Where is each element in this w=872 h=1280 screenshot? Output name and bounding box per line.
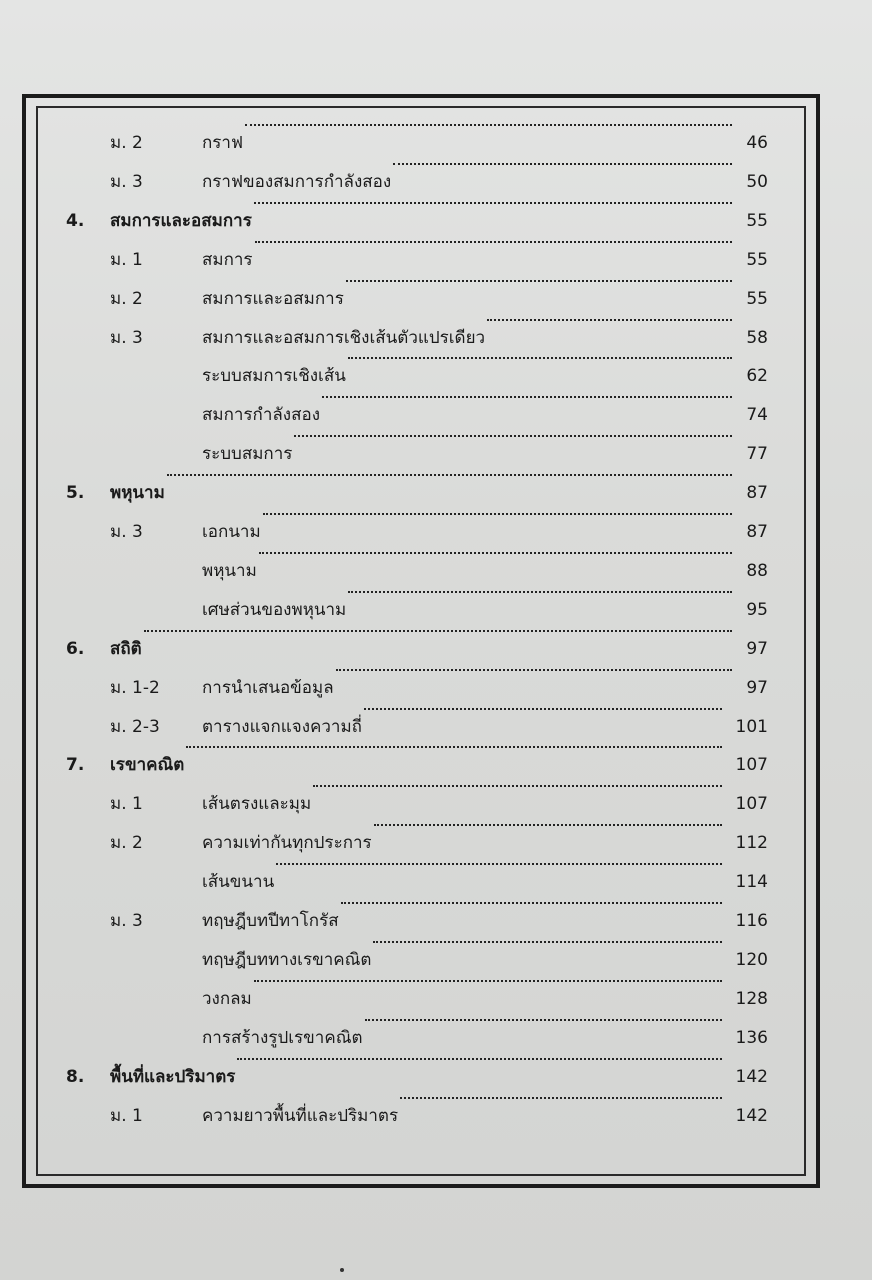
- grade-level: ม. 3: [110, 327, 143, 348]
- dot-leader: [276, 863, 722, 865]
- dot-leader: [374, 824, 722, 826]
- page-number: 58: [746, 327, 768, 348]
- page-number: 142: [735, 1105, 768, 1126]
- chapter-title: เรขาคณิต: [110, 755, 185, 776]
- topic-title: ความเท่ากันทุกประการ: [202, 833, 372, 854]
- chapter-number: 7.: [66, 755, 85, 776]
- grade-level: ม. 2-3: [110, 716, 160, 737]
- topic-title: สมการและอสมการ: [202, 288, 344, 309]
- dot-leader: [336, 669, 732, 671]
- toc-entry-row: [0, 435, 872, 473]
- grade-level: ม. 1: [110, 794, 143, 815]
- page-number: 136: [735, 1027, 768, 1048]
- chapter-title: พหุนาม: [110, 483, 165, 504]
- page-number: 62: [746, 366, 768, 387]
- page-number: 55: [746, 288, 768, 309]
- toc-entry-row: [0, 824, 872, 862]
- page-number: 107: [735, 794, 768, 815]
- toc-chapter-row: [0, 746, 872, 784]
- dot-leader: [245, 124, 732, 126]
- dot-leader: [348, 591, 732, 593]
- dot-leader: [348, 357, 732, 359]
- dot-leader: [254, 980, 722, 982]
- grade-level: ม. 1-2: [110, 677, 160, 698]
- topic-title: เศษส่วนของพหุนาม: [202, 599, 347, 620]
- toc-entry-row: [0, 241, 872, 279]
- dot-leader: [373, 941, 722, 943]
- toc-entry-row: [0, 319, 872, 357]
- toc-entry-row: [0, 513, 872, 551]
- toc-entry-row: [0, 552, 872, 590]
- toc-chapter-row: [0, 1058, 872, 1096]
- topic-title: การนำเสนอข้อมูล: [202, 677, 334, 698]
- dot-leader: [259, 552, 732, 554]
- topic-title: ทฤษฎีบทปีทาโกรัส: [202, 911, 339, 931]
- page-number: 114: [735, 872, 768, 893]
- page-number: 120: [735, 949, 768, 970]
- toc-chapter-row: [0, 630, 872, 668]
- dot-leader: [237, 1058, 722, 1060]
- dot-leader: [263, 513, 732, 515]
- topic-title: พหุนาม: [202, 560, 257, 581]
- toc-entry-row: [0, 124, 872, 162]
- page-speck: [340, 1268, 344, 1272]
- toc-entry-row: [0, 1097, 872, 1135]
- grade-level: ม. 1: [110, 1105, 143, 1126]
- page-number: 128: [735, 988, 768, 1009]
- page-number: 97: [746, 677, 768, 698]
- page-number: 87: [746, 522, 768, 542]
- dot-leader: [313, 785, 722, 787]
- toc-entry-row: [0, 591, 872, 629]
- chapter-title: สถิติ: [110, 638, 142, 659]
- topic-title: เส้นตรงและมุม: [202, 794, 312, 815]
- chapter-number: 4.: [66, 210, 85, 231]
- dot-leader: [255, 241, 732, 243]
- page-number: 107: [735, 755, 768, 776]
- toc-entry-row: [0, 941, 872, 979]
- toc-entry-row: [0, 280, 872, 318]
- topic-title: เอกนาม: [202, 522, 261, 542]
- toc-entry-row: [0, 863, 872, 901]
- dot-leader: [487, 319, 732, 321]
- grade-level: ม. 2: [110, 133, 143, 153]
- page-number: 87: [746, 483, 768, 504]
- grade-level: ม. 2: [110, 288, 143, 309]
- topic-title: กราฟของสมการกำลังสอง: [202, 171, 392, 192]
- dot-leader: [393, 163, 732, 165]
- toc-entry-row: [0, 669, 872, 707]
- dot-leader: [365, 1019, 722, 1021]
- grade-level: ม. 3: [110, 911, 143, 931]
- topic-title: ระบบสมการเชิงเส้น: [202, 366, 346, 387]
- page-number: 101: [735, 716, 768, 737]
- topic-title: สมการ: [202, 249, 253, 270]
- topic-title: สมการกำลังสอง: [202, 405, 320, 426]
- toc-entry-row: [0, 902, 872, 940]
- chapter-number: 8.: [66, 1066, 85, 1087]
- dot-leader: [294, 435, 732, 437]
- toc-entry-row: [0, 396, 872, 434]
- page-number: 55: [746, 210, 768, 231]
- page-number: 74: [746, 405, 768, 426]
- topic-title: การสร้างรูปเรขาคณิต: [202, 1027, 363, 1048]
- topic-title: ทฤษฎีบททางเรขาคณิต: [202, 949, 372, 970]
- toc-entry-row: [0, 785, 872, 823]
- dot-leader: [144, 630, 732, 632]
- toc-entry-row: [0, 1019, 872, 1057]
- dot-leader: [254, 202, 732, 204]
- topic-title: กราฟ: [202, 133, 244, 153]
- dot-leader: [186, 746, 722, 748]
- topic-title: วงกลม: [202, 988, 252, 1009]
- page-number: 55: [746, 249, 768, 270]
- page-number: 77: [746, 444, 768, 465]
- topic-title: สมการและอสมการเชิงเส้นตัวแปรเดียว: [202, 327, 486, 348]
- chapter-number: 5.: [66, 483, 85, 504]
- page-number: 97: [746, 638, 768, 659]
- grade-level: ม. 2: [110, 833, 143, 854]
- toc-chapter-row: [0, 474, 872, 512]
- page-number: 50: [746, 171, 768, 192]
- page-number: 88: [746, 560, 768, 581]
- dot-leader: [167, 474, 732, 476]
- toc-entry-row: [0, 708, 872, 746]
- dot-leader: [364, 708, 722, 710]
- topic-title: ระบบสมการ: [202, 444, 293, 465]
- grade-level: ม. 1: [110, 249, 143, 270]
- toc-chapter-row: [0, 202, 872, 240]
- topic-title: เส้นขนาน: [202, 872, 275, 893]
- chapter-title: พื้นที่และปริมาตร: [110, 1066, 236, 1087]
- page-number: 46: [746, 133, 768, 153]
- page-number: 142: [735, 1066, 768, 1087]
- chapter-title: สมการและอสมการ: [110, 210, 252, 231]
- grade-level: ม. 3: [110, 171, 143, 192]
- dot-leader: [322, 396, 732, 398]
- dot-leader: [400, 1097, 722, 1099]
- topic-title: ตารางแจกแจงความถี่: [202, 716, 362, 737]
- chapter-number: 6.: [66, 638, 85, 659]
- dot-leader: [346, 280, 732, 282]
- page-number: 112: [735, 833, 768, 854]
- toc-entry-row: [0, 163, 872, 201]
- page-number: 95: [746, 599, 768, 620]
- toc-entry-row: [0, 980, 872, 1018]
- grade-level: ม. 3: [110, 522, 143, 542]
- dot-leader: [341, 902, 722, 904]
- toc-entry-row: [0, 357, 872, 395]
- page-number: 116: [735, 911, 768, 931]
- topic-title: ความยาวพื้นที่และปริมาตร: [202, 1105, 399, 1126]
